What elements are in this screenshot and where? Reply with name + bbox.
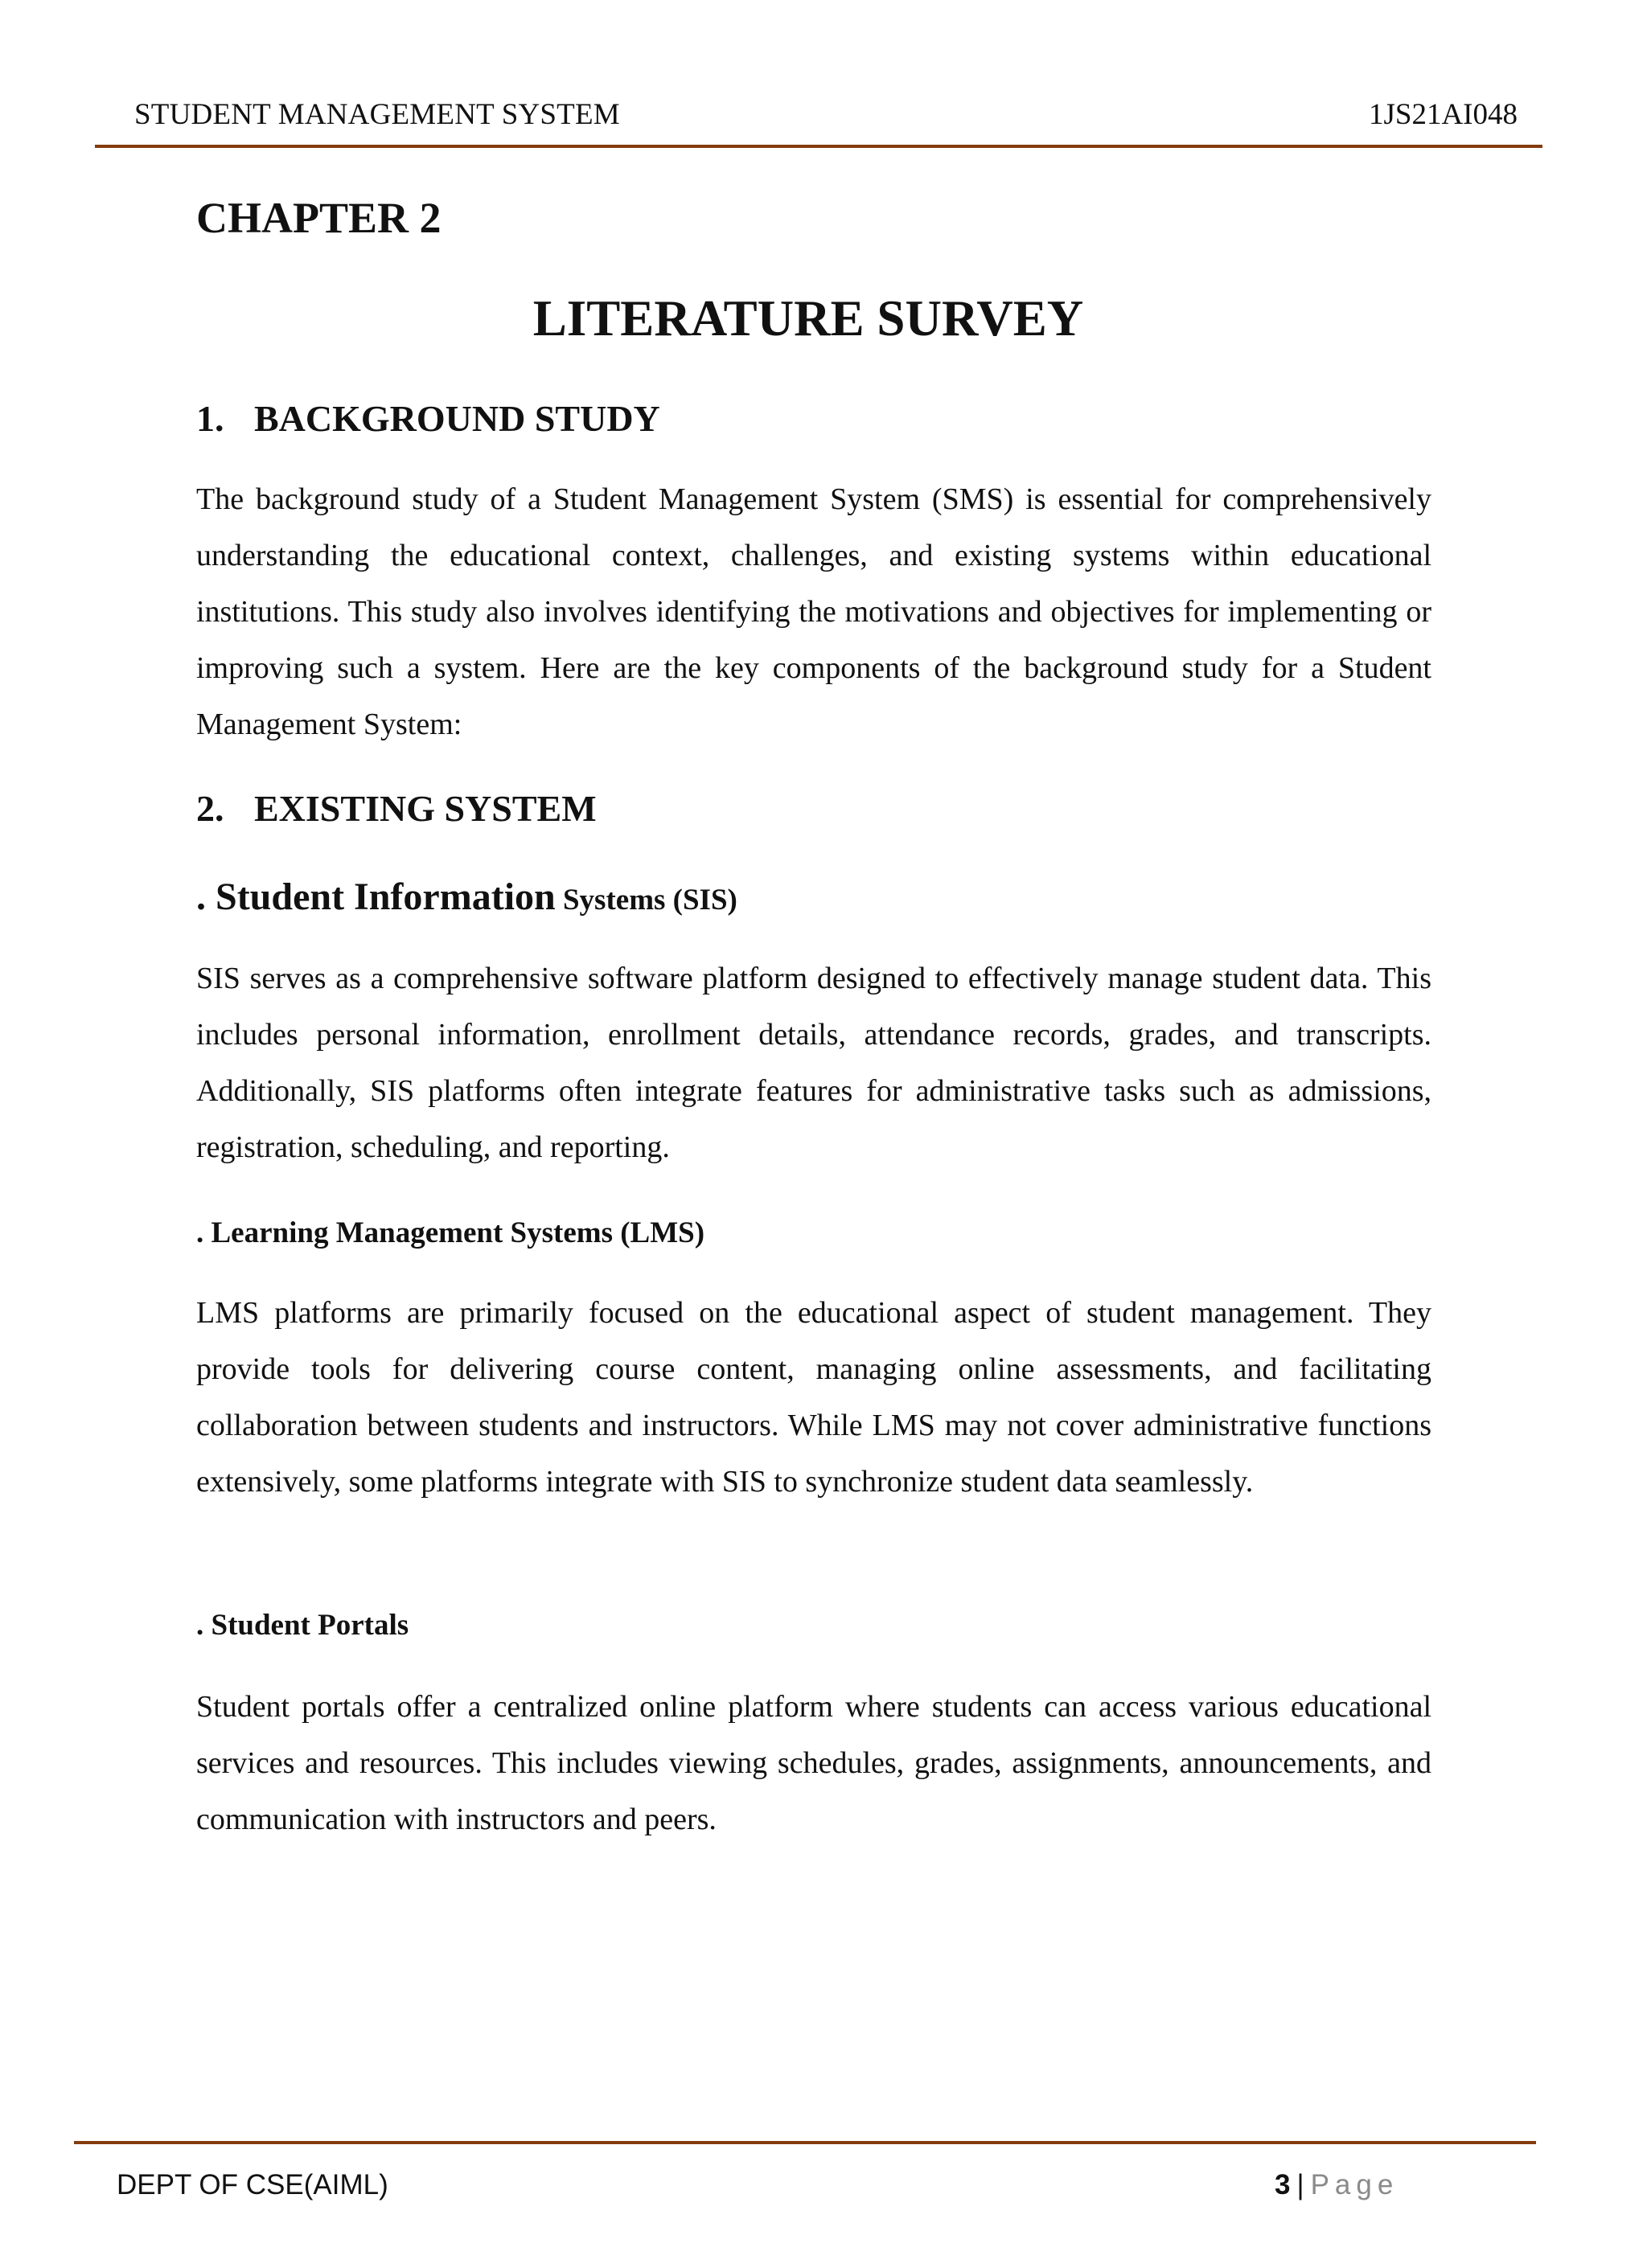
- header-usn: 1JS21AI048: [1368, 98, 1518, 131]
- background-study-paragraph: The background study of a Student Management System (SMS) is essential for comprehensively understanding the educational context, challenges, and existing systems within educational institutions. This study also involves identifying the motivations and objectives for implementing or improving such a system. Here are the key components of the background study for a Student Management System:: [196, 482, 1431, 741]
- subsection-heading-large: . Student Information: [196, 876, 556, 918]
- lms-paragraph: LMS platforms are primarily focused on the educational aspect of student management. They provide tools for delivering course content, managing online assessments, and facilitating collaboration between students and instructors. While LMS may not cover administrative functions extensively, some platforms integrate with SIS to synchronize student data seamlessly.: [196, 1296, 1431, 1499]
- sis-paragraph: SIS serves as a comprehensive software platform designed to effectively manage student data. This includes personal information, enrollment details, attendance records, grades, and transcripts. Additionally, SIS platforms often integrate features for administrative tasks such as admissions, registration, scheduling, and reporting.: [196, 962, 1431, 1164]
- footer-page-label: [1275, 2169, 1399, 2201]
- section-heading-existing-system: [196, 787, 597, 830]
- subsection-heading-student-portals: . Student Portals: [196, 1609, 409, 1642]
- page-separator: |: [1296, 2169, 1304, 2200]
- page-word: Page: [1310, 2169, 1399, 2200]
- section-heading-background-study: [196, 397, 660, 440]
- section-heading-text: EXISTING SYSTEM: [254, 788, 597, 829]
- footer-department: DEPT OF CSE(AIML): [117, 2169, 388, 2200]
- subsection-heading-lms: . Learning Management Systems (LMS): [196, 1216, 705, 1249]
- chapter-label: CHAPTER 2: [196, 194, 442, 242]
- section-heading-text: BACKGROUND STUDY: [254, 398, 660, 439]
- header-title: STUDENT MANAGEMENT SYSTEM: [134, 98, 620, 131]
- student-portals-paragraph: Student portals offer a centralized online platform where students can access various educational services and resources. This includes viewing schedules, grades, assignments, announcements, and communication with instructors and peers.: [196, 1690, 1431, 1836]
- section-number: 2.: [196, 788, 224, 829]
- page-title: LITERATURE SURVEY: [532, 290, 1084, 347]
- footer-divider: [74, 2141, 1536, 2144]
- section-number: 1.: [196, 398, 224, 439]
- subsection-heading-small: Systems (SIS): [555, 884, 737, 917]
- page-number: 3: [1275, 2169, 1291, 2200]
- header-divider: [95, 145, 1542, 148]
- subsection-heading-sis: [196, 875, 737, 919]
